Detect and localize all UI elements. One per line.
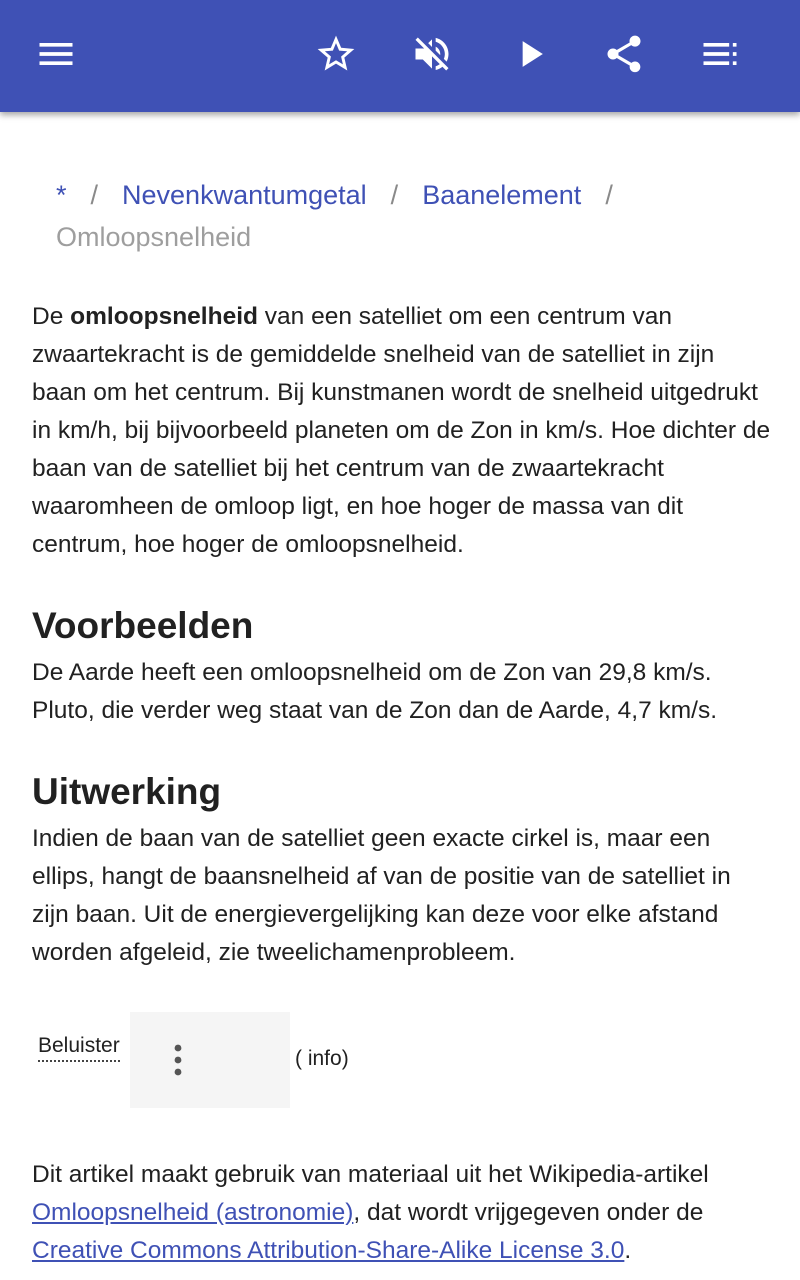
info-link[interactable]: info — [302, 1047, 342, 1070]
license-link[interactable]: Creative Commons Attribution-Share-Alike License 3.0 — [32, 1237, 625, 1264]
info-close-paren: ) — [341, 1047, 349, 1070]
attribution-middle: , dat wordt vrijgegeven onder de — [353, 1199, 704, 1226]
section-text-voorbeelden: De Aarde heeft een omloopsnelheid om de Zon van 29,8 km/s. Pluto, die verder weg staat van de Zon dan de Aarde, 4,7 km/s. — [32, 659, 718, 724]
breadcrumb-item-root[interactable]: * — [56, 180, 67, 210]
audio-label[interactable]: Beluister — [38, 1032, 120, 1062]
breadcrumb-separator: / — [605, 180, 613, 210]
intro-prefix: De — [32, 303, 71, 330]
volume-off-icon[interactable] — [408, 30, 456, 78]
info-open-paren: ( — [295, 1047, 302, 1070]
breadcrumb-separator: / — [390, 180, 399, 210]
menu-icon[interactable] — [32, 30, 80, 78]
audio-player[interactable] — [130, 1012, 290, 1108]
app-toolbar — [0, 0, 800, 112]
playlist-icon[interactable] — [696, 30, 744, 78]
breadcrumb-current: Omloopsnelheid — [56, 222, 252, 252]
section-text-uitwerking: Indien de baan van de satelliet geen exacte cirkel is, maar een ellips, hangt de baansnelheid af van de positie van de satelliet in zijn baan. Uit de energievergelijking kan deze voor elke afstand worden afgeleid, zie tweelichamenprobleem. — [32, 825, 731, 966]
star-outline-icon[interactable] — [312, 30, 360, 78]
play-icon[interactable] — [506, 30, 554, 78]
section-heading-uitwerking: Uitwerking — [32, 771, 222, 812]
audio-info — [295, 1047, 349, 1071]
attribution-paragraph — [32, 1156, 772, 1270]
intro-paragraph — [32, 298, 772, 564]
breadcrumb — [56, 174, 756, 258]
breadcrumb-item-nevenkwantumgetal[interactable]: Nevenkwantumgetal — [122, 180, 367, 210]
wikipedia-article-link[interactable]: Omloopsnelheid (astronomie) — [32, 1199, 354, 1226]
intro-bold-term: omloopsnelheid — [70, 303, 258, 330]
attribution-prefix: Dit artikel maakt gebruik van materiaal uit het Wikipedia-artikel — [32, 1161, 709, 1188]
article-content — [0, 112, 800, 1280]
share-icon[interactable] — [600, 30, 648, 78]
attribution-suffix: . — [624, 1237, 632, 1264]
intro-text: van een satelliet om een centrum van zwaartekracht is de gemiddelde snelheid van de satelliet in zijn baan om het centrum. Bij kunstmanen wordt de snelheid uitgedrukt in km/h, bij bijvoorbeeld planeten om de Zon in km/s. Hoe dichter de baan van de satelliet bij het centrum van de zwaartekracht waaromheen de omloop ligt, en hoe hoger de massa van dit centrum, hoe hoger de omloopsnelheid. — [32, 303, 771, 558]
section-heading-voorbeelden: Voorbeelden — [32, 605, 254, 646]
breadcrumb-item-baanelement[interactable]: Baanelement — [422, 180, 582, 210]
breadcrumb-separator: / — [90, 180, 99, 210]
more-options-icon[interactable] — [166, 1042, 190, 1078]
